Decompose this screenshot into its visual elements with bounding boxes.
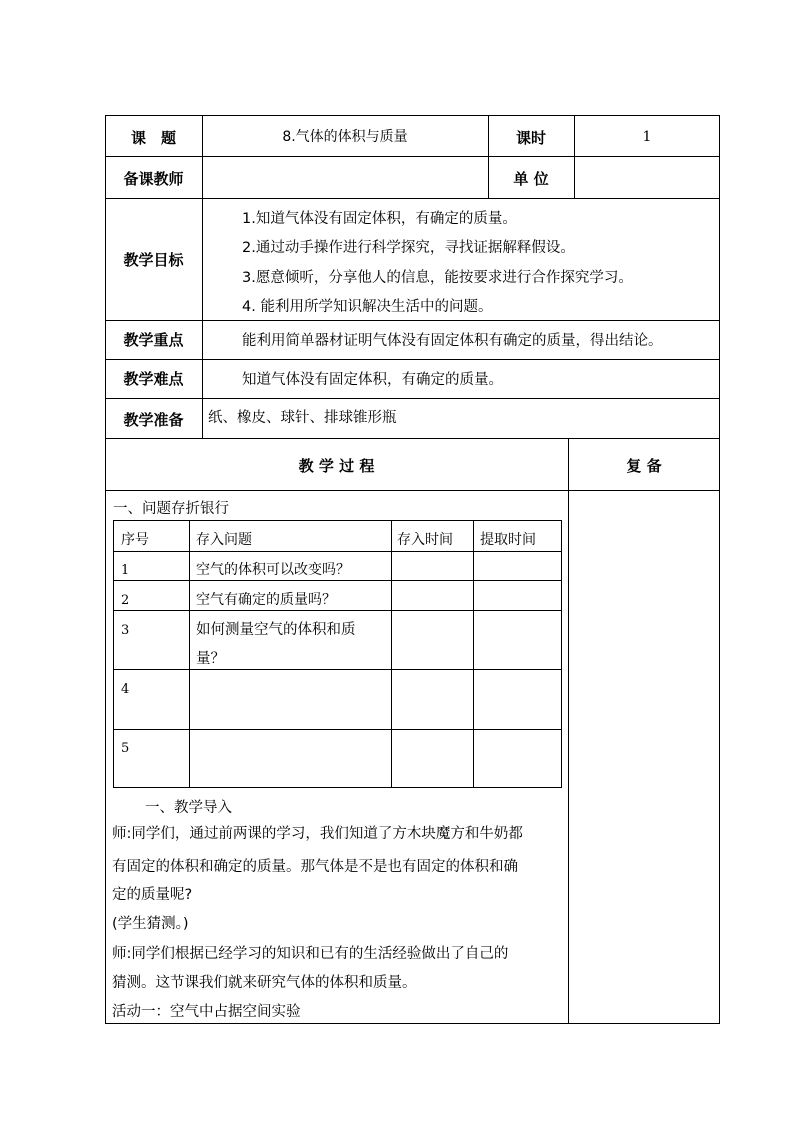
bank-row-divider [113, 610, 562, 611]
intro-heading: 一、教学导入 [145, 800, 232, 816]
bank-column-divider [473, 520, 474, 788]
bank-row-question: 空气有确定的质量吗？ [196, 592, 336, 608]
row-divider [105, 198, 720, 199]
goal-item: 3.愿意倾听，分享他人的信息，能按要求进行合作探究学习。 [242, 270, 633, 286]
goal-item: 2.通过动手操作进行科学探究，寻找证据解释假设。 [242, 240, 575, 256]
bank-row-divider [113, 551, 562, 552]
bank-row-divider [113, 580, 562, 581]
bank-header-question: 存入问题 [196, 532, 252, 548]
bank-row-question: 如何测量空气的体积和质 [196, 622, 356, 638]
period-label: 课时 [515, 129, 546, 147]
focus-label: 教学重点 [123, 331, 184, 349]
bank-header-withdraw-time: 提取时间 [480, 532, 536, 548]
bank-title: 一、问题存折银行 [113, 501, 229, 517]
lesson-line: 师:同学们，通过前两课的学习，我们知道了方木块魔方和牛奶都 [112, 826, 523, 842]
topic-value: 8.气体的体积与质量 [282, 129, 408, 145]
bank-row-number: 1 [121, 563, 130, 578]
bank-row-divider [113, 729, 562, 730]
lesson-line: 定的质量呢? [112, 887, 193, 903]
row-divider [105, 398, 720, 399]
bank-column-divider [189, 520, 190, 788]
bank-header-deposit-time: 存入时间 [397, 532, 453, 548]
focus-text: 能利用简单器材证明气体没有固定体积有确定的质量，得出结论。 [242, 333, 663, 349]
bank-row-number: 4 [121, 682, 130, 697]
topic-label: 课 题 [130, 129, 176, 147]
lesson-line: 师:同学们根据已经学习的知识和已有的生活经验做出了自己的 [112, 946, 509, 962]
row-divider [105, 490, 720, 491]
lesson-line: 有固定的体积和确定的质量。那气体是不是也有固定的体积和确 [112, 859, 518, 875]
teacher-label: 备课教师 [123, 170, 184, 188]
lesson-line: (学生猜测。) [112, 916, 189, 932]
label-column-divider [202, 115, 203, 438]
lesson-line: 猜测。这节课我们就来研究气体的体积和质量。 [112, 975, 417, 991]
row-divider [105, 359, 720, 360]
bank-header-number: 序号 [121, 532, 149, 548]
difficulty-label: 教学难点 [123, 370, 184, 388]
prep-label: 教学准备 [123, 411, 184, 429]
review-column-divider [568, 438, 569, 1024]
prep-text: 纸、橡皮、球针、排球锥形瓶 [208, 410, 397, 426]
lesson-line: 活动一：空气中占据空间实验 [112, 1004, 301, 1020]
unit-label: 单 位 [513, 170, 549, 188]
row-divider [105, 438, 720, 439]
bank-row-number: 2 [121, 593, 130, 608]
goal-item: 1.知道气体没有固定体积，有确定的质量。 [242, 211, 517, 227]
period-value: 1 [642, 129, 652, 145]
review-label: 复 备 [626, 457, 662, 475]
goals-label: 教学目标 [123, 251, 184, 269]
bank-row-question: 量？ [196, 651, 225, 667]
bank-row-number: 3 [121, 623, 130, 638]
bank-row-number: 5 [121, 741, 130, 756]
bank-column-divider [391, 520, 392, 788]
bank-row-question: 空气的体积可以改变吗？ [196, 562, 350, 578]
difficulty-text: 知道气体没有固定体积，有确定的质量。 [242, 372, 503, 388]
process-label: 教 学 过 程 [298, 457, 375, 475]
row-divider [105, 156, 720, 157]
bank-row-divider [113, 669, 562, 670]
goal-item: 4. 能利用所学知识解决生活中的问题。 [242, 299, 493, 315]
